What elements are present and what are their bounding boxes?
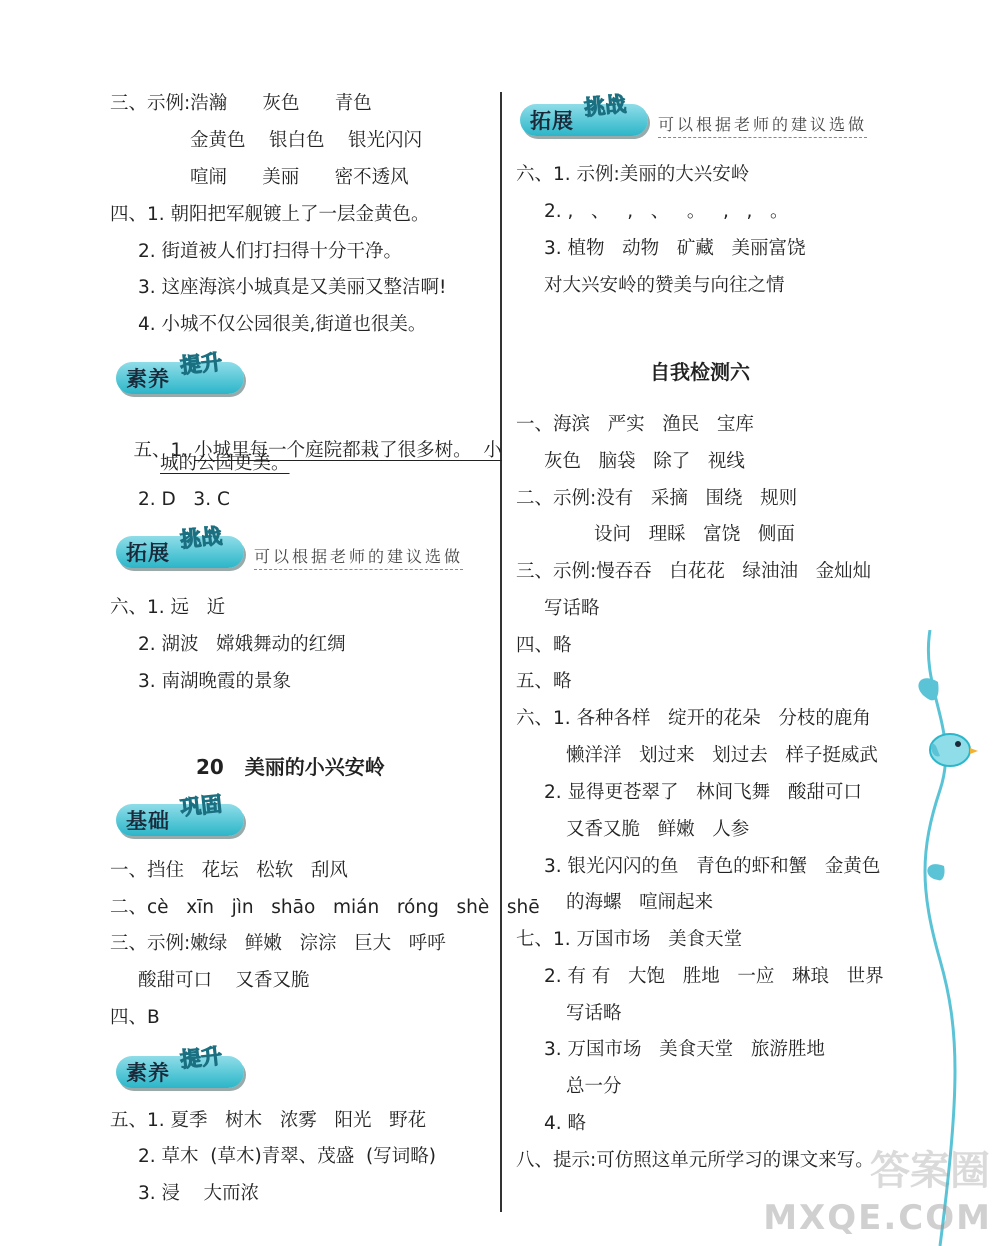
answer-line: 3. 南湖晚霞的景象 [138,671,292,692]
answer-line: 写话略 [566,1003,622,1024]
answer-line: 四、1. 朝阳把军舰镀上了一层金黄色。 [110,204,430,225]
answer-line: 酸甜可口 又香又脆 [138,970,310,991]
answer-line: 3. 浸 大而浓 [138,1183,260,1204]
answer-line: 一、海滨 严实 渔民 宝库 [516,414,754,435]
answer-line: 懒洋洋 划过来 划过去 样子挺威武 [566,745,878,766]
answer-line: 三、示例:慢吞吞 白花花 绿油油 金灿灿 [516,561,872,582]
answer-line: 2. 有 有 大饱 胜地 一应 琳琅 世界 [544,966,884,987]
answer-line: 三、示例:嫩绿 鲜嫩 淙淙 巨大 呼呼 [110,933,446,954]
answer-line: 三、示例:浩瀚 灰色 青色 [110,93,372,114]
answer-line: 八、提示:可仿照这单元所学习的课文来写。 [516,1150,874,1171]
section-badge-suyang: 素养 提升 [116,1044,266,1090]
answer-line: 二、cè xīn jìn shāo mián róng shè shē [110,897,540,918]
answer-line: 灰色 脑袋 除了 视线 [544,451,745,472]
watermark-logo: 答案圈 [870,1148,990,1194]
answer-line: 3. 植物 动物 矿藏 美丽富饶 [544,238,806,259]
answer-line: 喧闹 美丽 密不透风 [190,167,409,188]
answer-line: 对大兴安岭的赞美与向往之情 [544,275,785,296]
answer-line: 3. 这座海滨小城真是又美丽又整洁啊! [138,277,447,298]
answer-line: 2. 草木 (草木)青翠、茂盛 (写词略) [138,1146,436,1167]
column-divider [500,92,502,1212]
answer-line: 又香又脆 鲜嫩 人参 [566,819,750,840]
answer-line: 的海螺 喧闹起来 [566,892,714,913]
section-badge-tuozhan: 拓展 挑战 可以根据老师的建议选做 [116,524,486,570]
answer-line: 3. 银光闪闪的鱼 青色的虾和蟹 金黄色 [544,856,881,877]
underlined-answer: 城的公园更美。 [160,453,290,474]
lesson-title: 20 美丽的小兴安岭 [196,755,385,779]
answer-line: 2. 显得更苍翠了 林间飞舞 酸甜可口 [544,782,862,803]
underlined-answer: 小城里每一个庭院都栽了很多树。 小 [194,440,502,461]
bird-icon [930,734,978,766]
answer-line: 一、挡住 花坛 松软 刮风 [110,860,348,881]
section-badge-tuozhan: 拓展 挑战 可以根据老师的建议选做 [520,92,890,138]
section-badge-suyang: 素养 提升 [116,350,266,396]
answer-line: 2. 湖波 嫦娥舞动的红绸 [138,634,346,655]
answer-line: 2. , 、 , 、 。 , , 。 [544,201,789,222]
section-badge-jichu: 基础 巩固 [116,792,266,838]
answer-line: 五、1. 夏季 树木 浓雾 阳光 野花 [110,1110,427,1131]
answer-line: 金黄色 银白色 银光闪闪 [190,130,423,151]
answer-line: 二、示例:没有 采摘 围绕 规则 [516,488,798,509]
answer-line: 设问 理睬 富饶 侧面 [594,524,795,545]
answer-line: 2. D 3. C [138,489,230,510]
answer-line: 写话略 [544,598,600,619]
answer-line: 4. 略 [544,1113,587,1134]
answer-line: 五、略 [516,671,572,692]
test-title: 自我检测六 [650,360,750,384]
answer-line: 4. 小城不仅公园很美,街道也很美。 [138,314,427,335]
answer-line: 3. 万国市场 美食天堂 旅游胜地 [544,1039,825,1060]
answer-line: 2. 街道被人们打扫得十分干净。 [138,241,403,262]
answer-line: 六、1. 各种各样 绽开的花朵 分枝的鹿角 [516,708,871,729]
answer-line: 五、1. 小城里每一个庭院都栽了很多树。 小 [133,440,502,461]
answer-line: 六、1. 远 近 [110,597,226,618]
watermark-url: MXQE.COM [763,1198,992,1238]
answer-line: 七、1. 万国市场 美食天堂 [516,929,743,950]
answer-line: 四、B [110,1007,160,1028]
answer-line: 总一分 [566,1076,622,1097]
answer-line: 六、1. 示例:美丽的大兴安岭 [516,164,750,185]
answer-line: 四、略 [516,635,572,656]
